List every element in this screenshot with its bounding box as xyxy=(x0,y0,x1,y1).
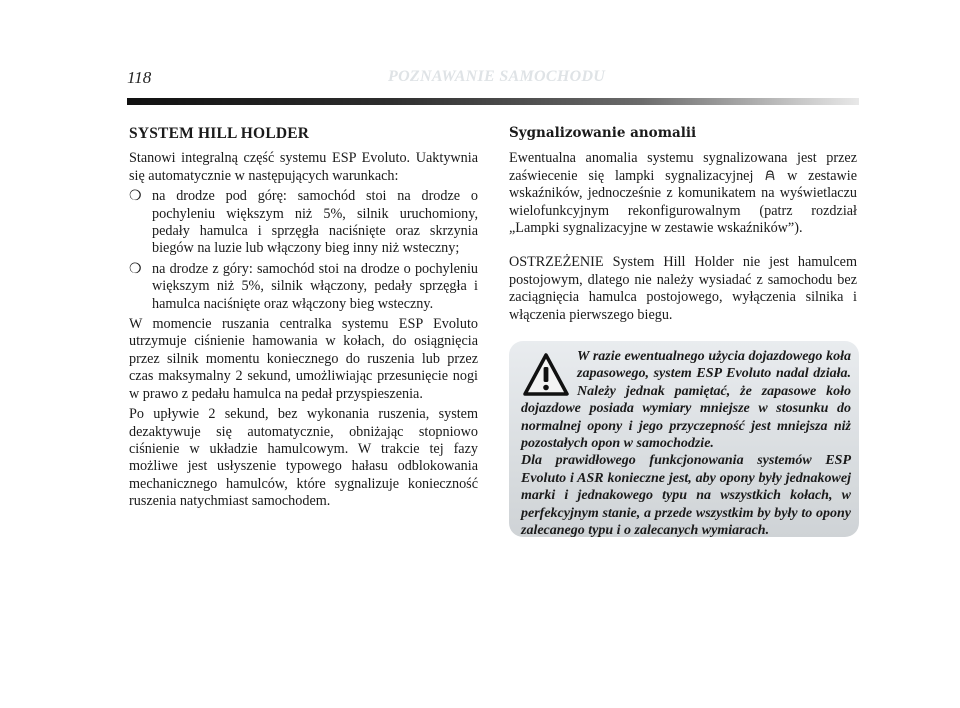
hill-holder-heading: SYSTEM HILL HOLDER xyxy=(129,125,310,142)
list-item xyxy=(129,261,478,313)
left-column xyxy=(129,125,478,514)
bullet-circle-icon: ❍ xyxy=(129,261,142,277)
note-text-2: Dla prawidłowego funkcjonowania systemów ESP Evoluto i ASR konieczne jest, aby opony były jednakowej marki i jednakowego typu na wszystkich kołach, w perfekcyjnym stanie, a przede wszystkim by były to opony zalecanego typu i o zalecanych wymiarach. xyxy=(521,453,851,539)
paragraph-deactivation: Po upływie 2 sekund, bez wykonania ruszenia, system dezaktywuje się automatycznie, obniżając stopniowo ciśnienie w układzie hamulcowym. W trakcie tej fazy możliwe jest usłyszenie typowego hałasu odblokowania mechanicznego hamulców, które sygnalizuje konieczność ruszenia natychmiast samochodem. xyxy=(129,406,478,510)
bullet-text: na drodze z góry: samochód stoi na drodze o pochyleniu większym niż 5%, silnik włączony, pedały sprzęgła i hamulca naciśnięte oraz włączony bieg wsteczny. xyxy=(152,260,478,312)
bullet-circle-icon: ❍ xyxy=(129,189,142,205)
note-text-1: W razie ewentualnego użycia dojazdowego koła zapasowego, system ESP Evoluto nadal działa. Należy jednak pamiętać, że zapasowe koło dojazdowe posiada wymiary mniejsze w stosunku do normalnej opony i jego przyczepność jest mniejsza niż pozostałych opon w samochodzie. xyxy=(521,349,851,452)
warning-paragraph: OSTRZEŻENIE System Hill Holder nie jest hamulcem postojowym, dlatego nie należy wysiadać z samochodu bez zaciągnięcia hamulca postojowego, wyłączenia silnika i włączenia pierwszego biegu. xyxy=(509,254,857,323)
section-title: POZNAWANIE SAMOCHODU xyxy=(388,68,606,85)
list-item xyxy=(129,188,478,258)
bullet-text: na drodze pod górę: samochód stoi na drodze o pochyleniu większym niż 5%, silnik uruchomiony, pedały hamulca i sprzęgła naciśnięte oraz skrzynia biegów na luzie lub włączony bieg inny niż wsteczny; xyxy=(152,188,478,257)
warning-triangle-icon xyxy=(523,352,569,398)
anomaly-paragraph: Ewentualna anomalia systemu sygnalizowana jest przez zaświecenie się lampki sygnalizacyjnej w zestawie wskaźników, jednocześnie z komunikatem na wyświetlaczu wielofunkcyjnym rekonfigurowalnym (patrz rozdział „Lampki sygnalizacyjne w zestawie wskaźników”). xyxy=(509,150,857,237)
header-divider xyxy=(127,98,859,105)
esp-warning-lamp-icon xyxy=(764,169,776,181)
intro-paragraph: Stanowi integralną część systemu ESP Evoluto. Uaktywnia się automatycznie w następujących warunkach: xyxy=(129,150,478,184)
page-number: 118 xyxy=(127,68,152,87)
paragraph-start: W momencie ruszania centralka systemu ESP Evoluto utrzymuje ciśnienie hamowania w kołach, do osiągnięcia przez silnik momentu koniecznego do ruszenia lub przez czas maksymalny 2 sekund, umożliwiając przesunięcie nogi w prawo z pedału hamulca na pedał przyspieszenia. xyxy=(129,316,478,402)
note-box xyxy=(509,341,859,537)
anomaly-heading: Sygnalizowanie anomalii xyxy=(509,125,697,141)
right-column xyxy=(509,125,857,327)
